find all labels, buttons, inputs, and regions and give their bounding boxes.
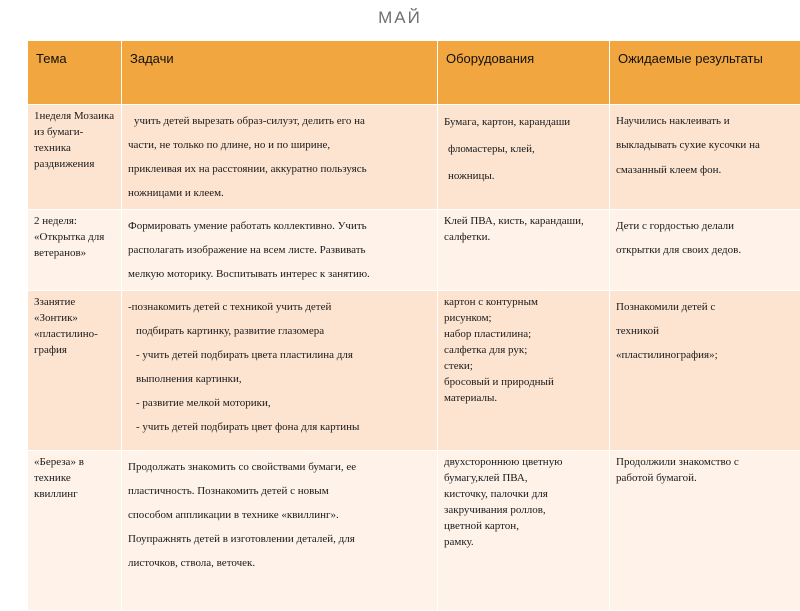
header-tasks: Задачи xyxy=(122,41,438,105)
task-line: приклеивая их на расстоянии, аккуратно пользуясь xyxy=(128,157,431,181)
equipment-line: цветной картон, xyxy=(444,519,603,535)
task-line: - учить детей подбирать цвет фона для картины xyxy=(128,415,431,439)
table-row xyxy=(28,451,800,611)
header-equipment: Оборудования xyxy=(438,41,610,105)
result-line: Дети с гордостью делали xyxy=(616,214,794,238)
equipment-line: салфетка для рук; xyxy=(444,343,603,359)
equipment-line: бумагу,клей ПВА, xyxy=(444,471,603,487)
row-equipment xyxy=(438,291,610,451)
result-line: работой бумагой. xyxy=(616,471,794,487)
result-line: Продолжили знакомство с xyxy=(616,455,794,471)
result-line: техникой xyxy=(616,319,794,343)
row-tasks xyxy=(122,451,438,611)
result-line: открытки для своих дедов. xyxy=(616,238,794,262)
equipment-line: Бумага, картон, карандаши xyxy=(444,109,603,136)
table-row xyxy=(28,291,800,451)
equipment-line: ножницы. xyxy=(444,163,603,190)
row-equipment xyxy=(438,451,610,611)
row-results xyxy=(610,210,800,291)
equipment-line: закручивания роллов, xyxy=(444,503,603,519)
result-line: Познакомили детей с xyxy=(616,295,794,319)
equipment-line: набор пластилина; xyxy=(444,327,603,343)
row-topic: Ззанятие «Зонтик» «пластилино-графия xyxy=(28,291,122,451)
page-title: МАЙ xyxy=(0,8,800,28)
result-line: «пластилинография»; xyxy=(616,343,794,367)
equipment-line: Клей ПВА, кисть, карандаши, салфетки. xyxy=(444,215,584,243)
equipment-line: рисунком; xyxy=(444,311,603,327)
result-line: выкладывать сухие кусочки на xyxy=(616,133,794,157)
task-line: Продолжать знакомить со свойствами бумаги, ее xyxy=(128,455,431,479)
task-line: Формировать умение работать коллективно. Учить xyxy=(128,214,431,238)
row-equipment xyxy=(438,105,610,210)
task-line: - учить детей подбирать цвета пластилина для xyxy=(128,343,431,367)
result-line: смазанный клеем фон. xyxy=(616,157,794,184)
row-tasks xyxy=(122,210,438,291)
task-line: - развитие мелкой моторики, xyxy=(128,391,431,415)
row-results xyxy=(610,451,800,611)
plan-table xyxy=(27,40,800,611)
equipment-line: картон с контурным xyxy=(444,295,603,311)
task-line: пластичность. Познакомить детей с новым xyxy=(128,479,431,503)
task-line: учить детей вырезать образ-силуэт, делить его на xyxy=(128,109,431,133)
row-topic: 2 неделя: «Открытка для ветеранов» xyxy=(28,210,122,291)
equipment-line: бросовый и природный xyxy=(444,375,603,391)
task-line: мелкую моторику. Воспитывать интерес к занятию. xyxy=(128,262,431,286)
equipment-line: материалы. xyxy=(444,391,603,407)
task-line: Поупражнять детей в изготовлении деталей, для xyxy=(128,527,431,551)
header-results: Ожидаемые результаты xyxy=(610,41,800,105)
equipment-line: фломастеры, клей, xyxy=(444,136,603,163)
equipment-line: двухстороннюю цветную xyxy=(444,455,603,471)
task-line: листочков, ствола, веточек. xyxy=(128,551,431,575)
header-row xyxy=(28,41,800,105)
row-topic: «Береза» в технике квиллинг xyxy=(28,451,122,611)
row-equipment xyxy=(438,210,610,291)
table-row xyxy=(28,105,800,210)
task-line: способом аппликации в технике «квиллинг». xyxy=(128,503,431,527)
equipment-line: стеки; xyxy=(444,359,603,375)
row-tasks xyxy=(122,105,438,210)
task-line: ножницами и клеем. xyxy=(128,181,431,205)
task-line: части, не только по длине, но и по ширине, xyxy=(128,133,431,157)
row-results xyxy=(610,105,800,210)
result-line: Научились наклеивать и xyxy=(616,109,794,133)
task-line: -познакомить детей с техникой учить детей xyxy=(128,295,431,319)
task-line: выполнения картинки, xyxy=(128,367,431,391)
row-results xyxy=(610,291,800,451)
row-topic: 1неделя Мозаика из бумаги- техника раздвижения xyxy=(28,105,122,210)
table-row xyxy=(28,210,800,291)
equipment-line: кисточку, палочки для xyxy=(444,487,603,503)
row-tasks xyxy=(122,291,438,451)
header-topic: Тема xyxy=(28,41,122,105)
task-line: располагать изображение на всем листе. Развивать xyxy=(128,238,431,262)
equipment-line: рамку. xyxy=(444,535,603,551)
task-line: подбирать картинку, развитие глазомера xyxy=(128,319,431,343)
